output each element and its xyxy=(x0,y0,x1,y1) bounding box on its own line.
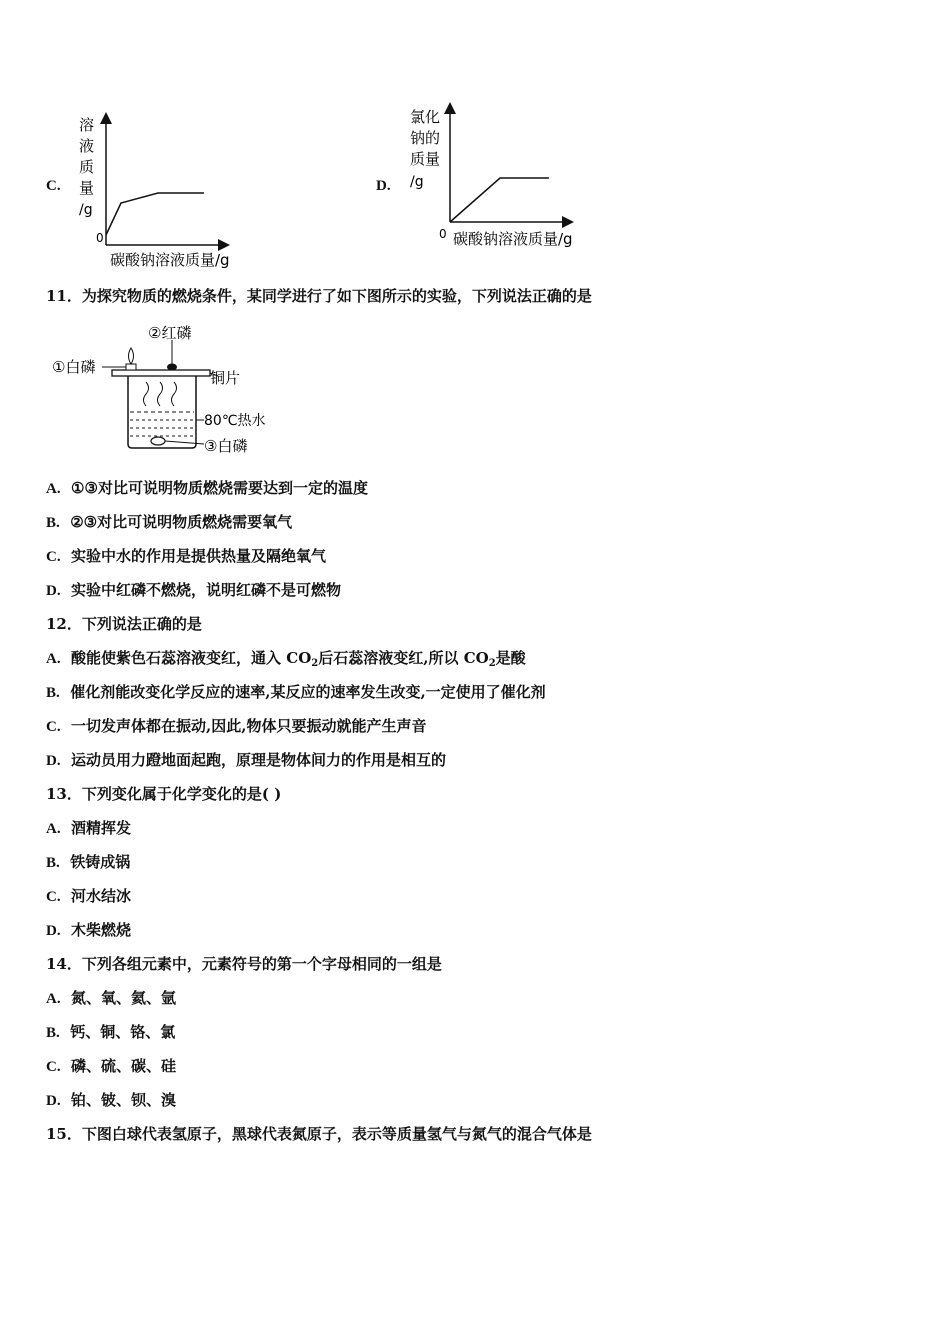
white-phosphorus-water xyxy=(151,437,165,445)
combustion-experiment-figure xyxy=(46,320,286,460)
graph-d-chart xyxy=(376,98,616,268)
steam-wave xyxy=(172,382,177,406)
y-label-char-3: 质 xyxy=(79,158,95,176)
question-12-stem: 12．下列说法正确的是 xyxy=(46,615,202,633)
question-11-stem: 11．为探究物质的燃烧条件，某同学进行了如下图所示的实验，下列说法正确的是 xyxy=(46,287,592,305)
q13-option-d[interactable]: D. 木柴燃烧 xyxy=(46,921,132,939)
steam-wave xyxy=(144,382,149,406)
flame xyxy=(129,348,134,364)
y-label-line-1: 氯化 xyxy=(410,108,441,126)
label-white-phosphorus-water: ③白磷 xyxy=(204,437,248,455)
y-label-unit: /g xyxy=(410,174,424,190)
curve-line xyxy=(106,193,204,235)
q14-option-a[interactable]: A. 氮、氧、氦、氩 xyxy=(46,989,177,1007)
q12-option-b[interactable]: B. 催化剂能改变化学反应的速率,某反应的速率发生改变,一定使用了催化剂 xyxy=(46,683,546,701)
option-label: C. xyxy=(46,178,61,194)
q12-option-a[interactable]: A. 酸能使紫色石蕊溶液变红，通入 $CO_2$后石蕊溶液变红,所以 $CO_2$是酸 xyxy=(46,649,526,669)
label-hot-water: 80℃热水 xyxy=(204,413,266,429)
q12-option-c[interactable]: C. 一切发声体都在振动,因此,物体只要振动就能产生声音 xyxy=(46,717,427,735)
copper-sheet xyxy=(112,370,210,376)
y-label-line-2: 钠的 xyxy=(410,129,441,147)
curve-line xyxy=(450,178,549,222)
graph-d-option[interactable] xyxy=(376,98,616,268)
y-label-char-2: 液 xyxy=(79,137,95,155)
graph-c-chart xyxy=(46,100,266,270)
y-label-char-1: 溶 xyxy=(79,116,95,134)
question-13-stem: 13．下列变化属于化学变化的是( ) xyxy=(46,785,282,803)
option-label: D. xyxy=(376,178,391,194)
label-white-phosphorus-top: ①白磷 xyxy=(52,358,96,376)
origin-label: 0 xyxy=(96,231,104,245)
origin-label: 0 xyxy=(439,227,447,241)
q14-option-b[interactable]: B. 钙、铜、铬、氯 xyxy=(46,1023,176,1041)
q11-option-c[interactable]: C. 实验中水的作用是提供热量及隔绝氧气 xyxy=(46,547,327,565)
q11-option-b[interactable]: B. ②③对比可说明物质燃烧需要氧气 xyxy=(46,513,293,531)
q13-option-c[interactable]: C. 河水结冰 xyxy=(46,887,132,905)
y-label-unit: /g xyxy=(79,202,93,218)
q11-option-d[interactable]: D. 实验中红磷不燃烧，说明红磷不是可燃物 xyxy=(46,581,342,599)
graph-c-option[interactable] xyxy=(46,100,266,270)
q11-option-a[interactable]: A. ①③对比可说明物质燃烧需要达到一定的温度 xyxy=(46,479,368,497)
steam-wave xyxy=(158,382,163,406)
red-phosphorus xyxy=(167,364,177,371)
y-label-char-4: 量 xyxy=(79,179,95,197)
x-axis-label: 碳酸钠溶液质量/g xyxy=(110,251,230,269)
question-14-stem: 14．下列各组元素中，元素符号的第一个字母相同的一组是 xyxy=(46,955,442,973)
q14-option-d[interactable]: D. 铂、铍、钡、溴 xyxy=(46,1091,177,1109)
label-copper-sheet: 铜片 xyxy=(210,369,241,387)
q13-option-b[interactable]: B. 铁铸成锅 xyxy=(46,853,131,871)
q12-option-d[interactable]: D. 运动员用力蹬地面起跑，原理是物体间力的作用是相互的 xyxy=(46,751,447,769)
y-label-line-3: 质量 xyxy=(410,150,441,168)
question-15-stem: 15．下图白球代表氢原子，黑球代表氮原子，表示等质量氢气与氮气的混合气体是 xyxy=(46,1125,592,1143)
x-axis-label: 碳酸钠溶液质量/g xyxy=(453,230,573,248)
label-red-phosphorus: ②红磷 xyxy=(148,324,192,342)
leader-line xyxy=(165,441,204,444)
q13-option-a[interactable]: A. 酒精挥发 xyxy=(46,819,132,837)
q14-option-c[interactable]: C. 磷、硫、碳、硅 xyxy=(46,1057,177,1075)
